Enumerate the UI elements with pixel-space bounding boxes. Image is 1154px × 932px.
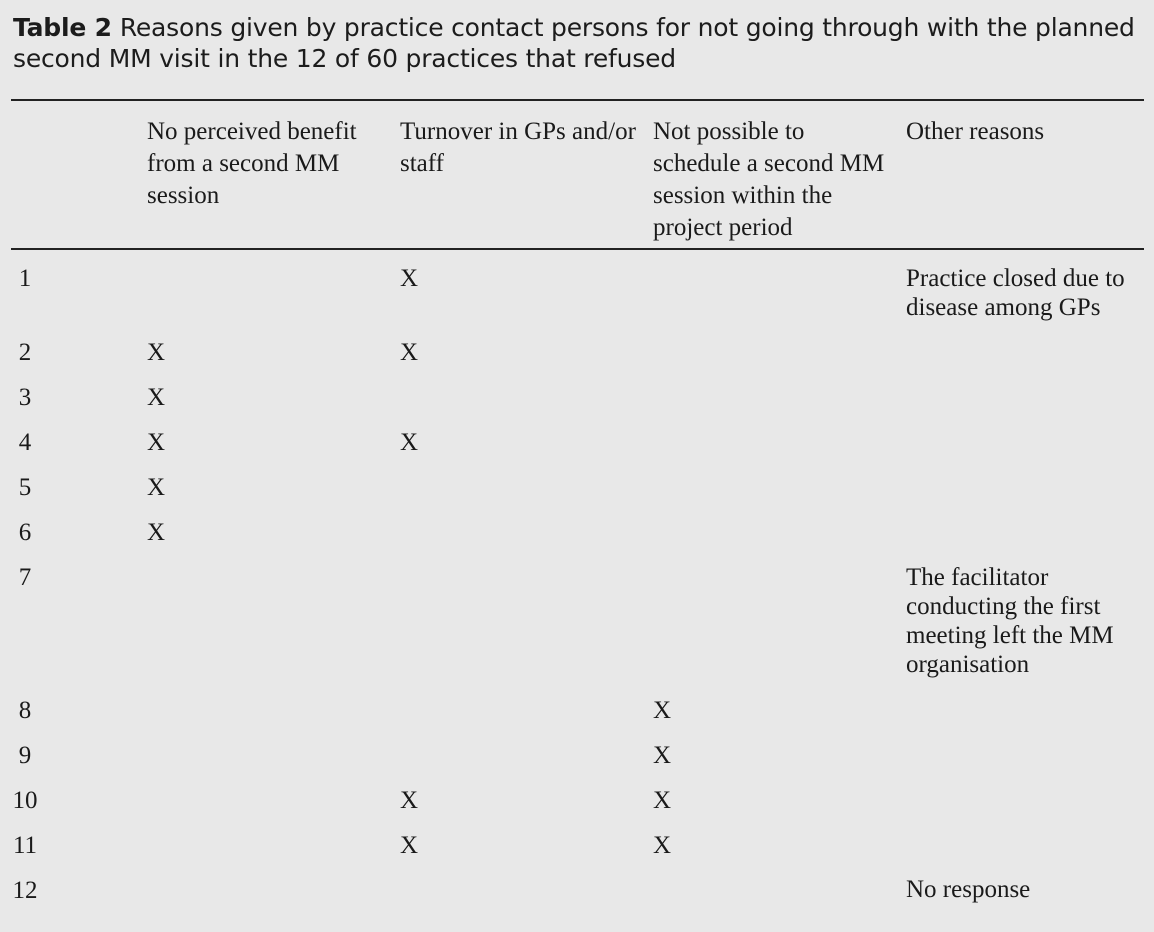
cell-not-possible: X bbox=[653, 697, 672, 724]
row-number: 8 bbox=[18, 697, 32, 724]
row-number: 2 bbox=[18, 339, 32, 366]
cell-not-possible: X bbox=[653, 742, 672, 769]
cell-not-possible: X bbox=[653, 787, 672, 814]
row-number: 7 bbox=[18, 564, 32, 591]
row-number: 4 bbox=[18, 429, 32, 456]
cell-other-reasons: The facilitator conducting the first meeting left the MM organisation bbox=[906, 564, 1114, 678]
cell-turnover: X bbox=[400, 339, 419, 366]
row-number: 3 bbox=[18, 384, 32, 411]
cell-other-reasons: Practice closed due to disease among GPs bbox=[906, 265, 1125, 321]
cell-no-benefit: X bbox=[147, 384, 166, 411]
row-number: 10 bbox=[12, 787, 38, 814]
table-caption-text: Reasons given by practice contact persons for not going through with the planned second MM visit in the 12 of 60 practices that refused bbox=[13, 13, 1135, 73]
row-number: 11 bbox=[12, 832, 38, 859]
header-no-perceived-benefit: No perceived benefit from a second MM session bbox=[147, 118, 357, 209]
table-caption bbox=[13, 12, 1143, 74]
cell-turnover: X bbox=[400, 787, 419, 814]
cell-not-possible: X bbox=[653, 832, 672, 859]
row-number: 1 bbox=[18, 265, 32, 292]
header-turnover: Turnover in GPs and/or staff bbox=[400, 118, 636, 177]
cell-no-benefit: X bbox=[147, 339, 166, 366]
row-number: 9 bbox=[18, 742, 32, 769]
cell-turnover: X bbox=[400, 265, 419, 292]
cell-turnover: X bbox=[400, 429, 419, 456]
table-header-rule bbox=[11, 248, 1144, 250]
row-number: 6 bbox=[18, 519, 32, 546]
cell-other-reasons: No response bbox=[906, 876, 1031, 903]
row-number: 5 bbox=[18, 474, 32, 501]
cell-no-benefit: X bbox=[147, 474, 166, 501]
cell-no-benefit: X bbox=[147, 519, 166, 546]
header-other-reasons: Other reasons bbox=[906, 118, 1045, 145]
header-not-possible-to-schedule: Not possible to schedule a second MM session within the project period bbox=[653, 118, 885, 241]
cell-turnover: X bbox=[400, 832, 419, 859]
table-label: Table 2 bbox=[13, 13, 112, 42]
row-number: 12 bbox=[12, 877, 38, 904]
cell-no-benefit: X bbox=[147, 429, 166, 456]
table-top-rule bbox=[11, 99, 1144, 101]
